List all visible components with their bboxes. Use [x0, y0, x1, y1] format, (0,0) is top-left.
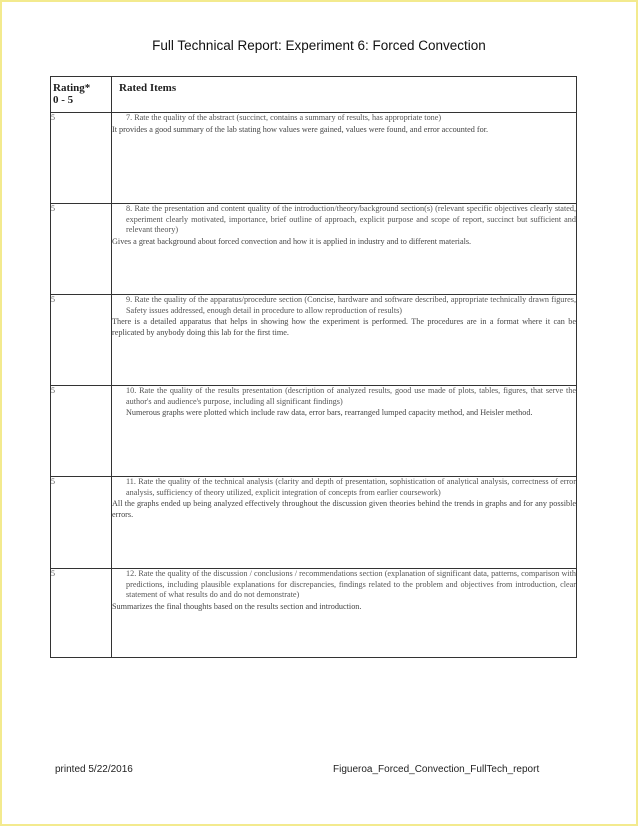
rating-header-range: 0 - 5 — [53, 94, 74, 106]
rating-value: 5 — [51, 569, 112, 658]
item-response: There is a detailed apparatus that helps in showing how the experiment is performed. The procedures are in a format where it can be replicated by anybody doing this lab for the first time. — [112, 317, 576, 337]
rated-item — [112, 113, 577, 204]
table-row — [51, 569, 577, 658]
rated-item — [112, 477, 577, 569]
item-prompt: 11. Rate the quality of the technical analysis (clarity and depth of presentation, sophistication of analytical analysis, correctness of error analysis, sufficiency of theory utilized, explicit integration of concepts from earlier coursework) — [126, 477, 576, 497]
printed-date: printed 5/22/2016 — [55, 764, 133, 775]
rated-item — [112, 569, 577, 658]
item-response: Numerous graphs were plotted which include raw data, error bars, rearranged lumped capacity method, and Heisler method. — [126, 408, 533, 417]
table-row — [51, 295, 577, 386]
rating-value: 5 — [51, 295, 112, 386]
item-prompt: 12. Rate the quality of the discussion / conclusions / recommendations section (explanation of significant data, patterns, comparison with predictions, including plausible explanations for discrepancies, findings related to the problem and objectives from introduction, clear statement of what results do and do not demonstrate) — [126, 569, 576, 599]
item-response: Summarizes the final thoughts based on the results section and introduction. — [112, 601, 362, 611]
table-row — [51, 113, 577, 204]
items-header-label: Rated Items — [119, 82, 177, 94]
rating-value: 5 — [51, 386, 112, 477]
items-column-header — [112, 77, 577, 113]
rating-value: 5 — [51, 204, 112, 295]
table-row — [51, 477, 577, 569]
item-response: Gives a great background about forced convection and how it is applied in industry and to different materials. — [112, 236, 472, 246]
rated-item — [112, 295, 577, 386]
table-header-row — [51, 77, 577, 113]
item-response: All the graphs ended up being analyzed effectively throughout the discussion given theories behind the trends in graphs and for any possible errors. — [112, 499, 576, 519]
item-prompt: 10. Rate the quality of the results presentation (description of analyzed results, good use made of plots, tables, figures, that serve the author's and audience's purpose, including all significant findings) — [126, 386, 576, 406]
item-prompt: 8. Rate the presentation and content quality of the introduction/theory/background section(s) (relevant specific objectives clearly stated, experiment clearly motivated, importance, brief outline of approach, explicit purpose and scope of report, succinct but sufficient and relevant theory) — [126, 204, 576, 234]
rating-value: 5 — [51, 113, 112, 204]
item-prompt: 9. Rate the quality of the apparatus/procedure section (Concise, hardware and software described, appropriate technically drawn figures, Safety issues addressed, enough detail in procedure to allow reproduction of results) — [126, 295, 576, 315]
table-row — [51, 386, 577, 477]
table-row — [51, 204, 577, 295]
rating-header-label: Rating* — [53, 82, 91, 94]
item-prompt: 7. Rate the quality of the abstract (succinct, contains a summary of results, has appropriate tone) — [126, 113, 442, 122]
rated-item — [112, 204, 577, 295]
rating-table — [50, 76, 577, 658]
rating-column-header — [51, 77, 112, 113]
rated-item — [112, 386, 577, 477]
item-response: It provides a good summary of the lab stating how values were gained, values were found, and error accounted for. — [112, 124, 489, 134]
document-title: Full Technical Report: Experiment 6: Forced Convection — [152, 38, 486, 53]
rating-value: 5 — [51, 477, 112, 569]
file-name: Figueroa_Forced_Convection_FullTech_report — [333, 764, 540, 775]
